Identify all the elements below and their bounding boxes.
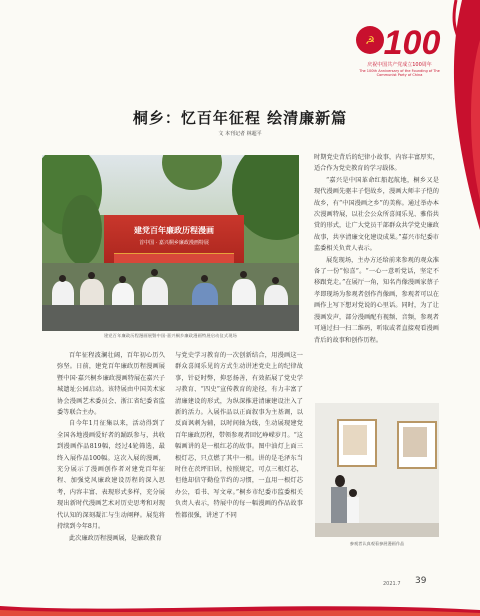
photo-caption: 参观者认真观看参展漫画作品 bbox=[349, 541, 405, 546]
banner-subtitle: 首中国 · 嘉兴桐乡廉政漫画特展 bbox=[139, 240, 209, 246]
exhibition-photo bbox=[315, 403, 439, 537]
body-column-middle bbox=[175, 350, 303, 521]
paragraph: “嘉兴是中国革命红船起航地，桐乡又是现代漫画先驱丰子恺故乡，漫画大师丰子恺的故乡，有“中国漫画之乡”的美称。通过举办本次漫画特展，以社会公众所喜闻乐见、雅俗共赏的形式，让广大党员干部群众共学党史廉政故事，共享清廉文化建设成果。”嘉兴市纪委市监委相关负责人表示。 bbox=[314, 176, 439, 253]
paragraph: 此次廉政历程漫画展，是廉政教育 bbox=[69, 534, 162, 542]
issue-date: 2021.7 bbox=[383, 581, 401, 587]
emblem-number: 100 bbox=[383, 24, 441, 62]
red-wave-decoration bbox=[0, 600, 480, 616]
paragraph: 百年征程波澜壮阔，百年初心历久弥坚。日前，建党百年廉政历程漫画展暨中国·嘉兴桐乡廉政漫画特展在嘉兴子城遗址公园启动。该特展由中国美术家协会漫画艺术委员会、浙江省纪委省监委等联合主办。 bbox=[57, 352, 165, 417]
paragraph: 自今年1月征集以来，活动得到了全国各地漫画爱好者的踊跃参与，共收到漫画作品819幅，经过4轮筛选，最终入展作品100幅。这次入展的漫画，充分展示了漫画创作者对建党百年征程、加强党风廉政建设历程的深入思考，内容丰富、表现形式多样，充分展现出新时代漫画艺术对历史思考和对现代认知的深刻凝汇与生动阐释。展览将持续到今年8月。 bbox=[57, 420, 165, 531]
emblem-subtitle: 庆祝中国共产党成立100周年 bbox=[367, 62, 432, 68]
paragraph: 展览现场，主办方还给前来参观的观众准备了一份“惊喜”。“一心一意听党话，坚定不移跟党走。”在展厅一角，知名肖像漫画家蔡子孝即现场为参观者创作肖像画，参观者可以在画作上写下想对党说的心里话。同时，为了让漫画发声，部分漫画配有视频、音频，参观者可通过扫一扫二维码，听取或者直接观看漫画背后的故事和创作历程。 bbox=[314, 256, 439, 344]
emblem-subtitle-en: The 100th Anniversary of the Founding of The Communist Party of China bbox=[359, 69, 440, 77]
body-column-left bbox=[57, 350, 165, 544]
banner-title: 建党百年廉政历程漫画 bbox=[134, 226, 214, 235]
event-photo bbox=[42, 155, 299, 331]
photo-caption: 建党百年廉政历程漫画展暨中国·嘉兴桐乡廉政漫画特展启动仪式现场 bbox=[103, 333, 238, 338]
paragraph: 与党史学习教育的一次创新结合，用漫画这一群众喜闻乐见的方式生动讲述党史上的纪律故事，针砭时弊，抑恶扬善，有效拓展了党史学习教育、“四史”宣传教育的途径，有力丰富了清廉建设的形式，为纵深推进清廉建设注入了新的活力。入展作品以正面叙事为主基调，以反面讽刺为辅，以时间轴为线，生动展现建党百年廉政历程，带领参观者回忆峥嵘岁月。“这幅画讲的是一根红芯的故事。图中油灯上面三根灯芯，只点燃了其中一根。讲的是毛泽东当时住在茨坪旧居，按照规定，可点三根灯芯，但他却信守勤俭节约的习惯，一直用一根灯芯办公，看书、写文章。”桐乡市纪委市监委相关负责人表示，特展中的每一幅漫画的作品故事性都很强，讲述了不同 bbox=[175, 352, 303, 519]
article-title: 桐乡：忆百年征程 绘清廉新篇 bbox=[132, 109, 348, 127]
page-number: 39 bbox=[415, 576, 427, 586]
paragraph: 时期党史背后的纪律小故事，内容丰富厚实，适合作为党史教育的学习载体。 bbox=[314, 154, 439, 173]
body-column-right bbox=[314, 152, 439, 346]
svg-text:☭: ☭ bbox=[365, 34, 375, 47]
article-byline: 文 本刊记者 林超平 bbox=[218, 131, 262, 137]
